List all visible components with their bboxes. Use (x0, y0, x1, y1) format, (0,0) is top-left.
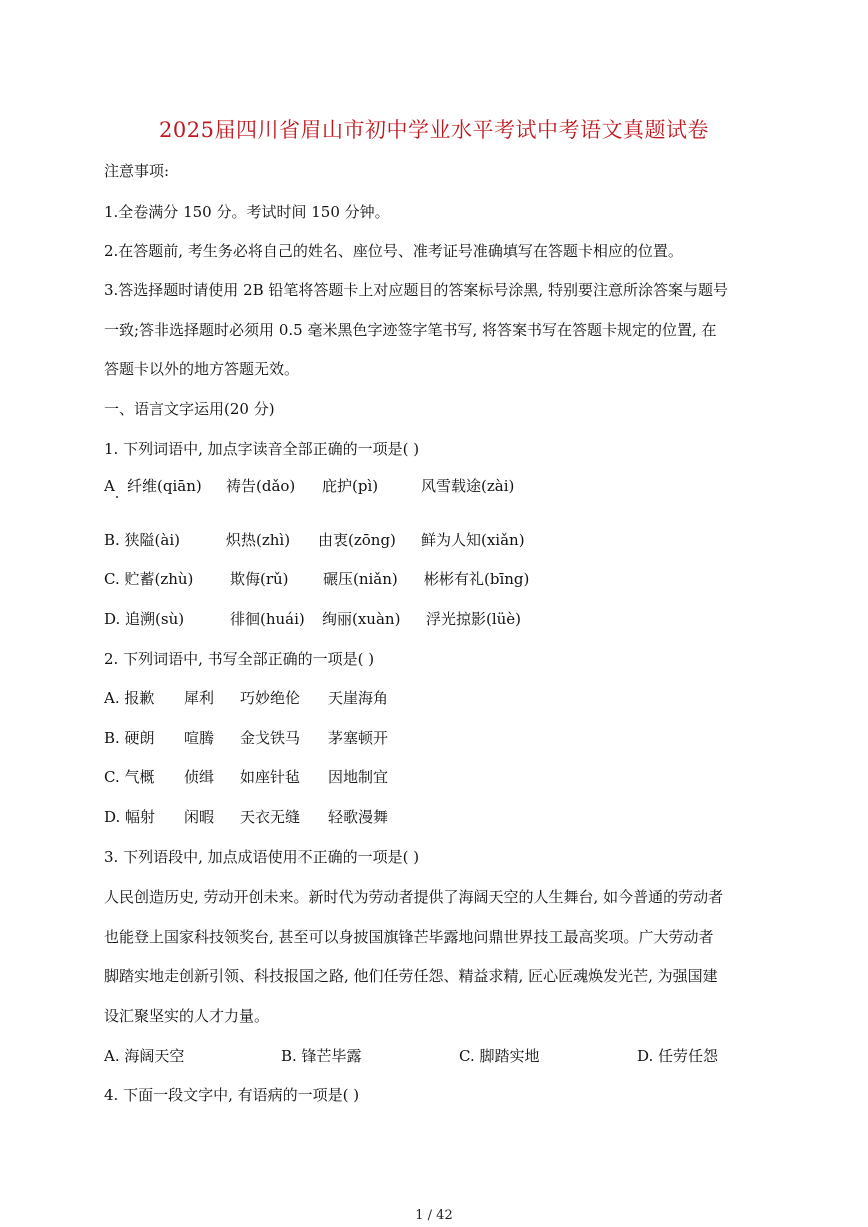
q1-option-b-word3: 由衷(zōng) (318, 531, 396, 549)
q1-option-b-word2: 炽热(zhì) (226, 531, 291, 549)
q3-passage-line-4: 设汇聚坚实的人才力量。 (104, 1007, 270, 1025)
q1-option-c-word3: 碾压(niǎn) (323, 570, 398, 588)
emphasis-dot (116, 496, 118, 498)
notice-item-3: 3.答选择题时请使用 2B 铅笔将答题卡上对应题目的答案标号涂黑, 特别要注意所涂答案与题号 (104, 281, 728, 299)
q1-option-a-word3: 庇护(pì) (322, 477, 379, 495)
q2-option-c-word3: 如座针毡 (240, 768, 301, 786)
q1-option-b-word1: B. 狭隘(ài) (104, 531, 181, 549)
q1-option-b-word4: 鲜为人知(xiǎn) (421, 531, 525, 549)
notice-item-1: 1.全卷满分 150 分。考试时间 150 分钟。 (104, 203, 390, 221)
q2-option-c-word2: 侦缉 (184, 768, 215, 786)
q3-option-d: D. 任劳任怨 (637, 1047, 719, 1065)
q1-option-a-word4: 风雪载途(zài) (421, 477, 515, 495)
q2-option-a-word4: 天崖海角 (328, 689, 389, 707)
q2-option-b-word2: 喧腾 (184, 729, 215, 747)
notice-item-3-end: 答题卡以外的地方答题无效。 (104, 360, 300, 378)
q2-option-b-word4: 茅塞顿开 (328, 729, 389, 747)
q2-option-b-word1: B. 硬朗 (104, 729, 155, 747)
notice-item-3-cont: 一致;答非选择题时必须用 0.5 毫米黑色字迹签字笔书写, 将答案书写在答题卡规定的位置, 在 (104, 321, 717, 339)
q1-option-a-word2: 祷告(dǎo) (226, 477, 296, 495)
q2-option-d-word3: 天衣无缝 (240, 808, 301, 826)
q2-option-d-word1: D. 幅射 (104, 808, 156, 826)
q2-option-d-word4: 轻歌漫舞 (328, 808, 389, 826)
q2-option-a-word3: 巧妙绝伦 (240, 689, 301, 707)
q1-option-d-word2: 徘徊(huái) (230, 610, 305, 628)
q1-option-c-word4: 彬彬有礼(bīng) (424, 570, 530, 588)
q2-option-b-word3: 金戈铁马 (240, 729, 301, 747)
notice-heading: 注意事项: (104, 162, 170, 180)
q1-option-c-word1: C. 贮蓄(zhù) (104, 570, 194, 588)
question-1-stem: 1. 下列词语中, 加点字读音全部正确的一项是( ) (104, 440, 420, 458)
q1-option-d-word3: 绚丽(xuàn) (322, 610, 401, 628)
q3-passage-line-2: 也能登上国家科技领奖台, 甚至可以身披国旗锋芒毕露地问鼎世界技工最高奖项。广大劳动者 (104, 928, 714, 946)
q1-option-d-word4: 浮光掠影(lüè) (426, 610, 522, 628)
question-3-stem: 3. 下列语段中, 加点成语使用不正确的一项是( ) (104, 848, 420, 866)
q2-option-c-word4: 因地制宜 (328, 768, 389, 786)
q2-option-c-word1: C. 气概 (104, 768, 155, 786)
q3-option-a: A. 海阔天空 (104, 1047, 185, 1065)
section-heading: 一、语言文字运用(20 分) (104, 400, 275, 418)
q2-option-a-word1: A. 报歉 (104, 689, 155, 707)
page-title: 2025届四川省眉山市初中学业水平考试中考语文真题试卷 (159, 118, 709, 142)
q1-option-d-word1: D. 追溯(sù) (104, 610, 185, 628)
notice-item-2: 2.在答题前, 考生务必将自己的姓名、座位号、准考证号准确填写在答题卡相应的位置。 (104, 242, 683, 260)
q2-option-d-word2: 闲暇 (184, 808, 215, 826)
question-4-stem: 4. 下面一段文字中, 有语病的一项是( ) (104, 1086, 360, 1104)
q1-option-a-label: A (104, 477, 115, 495)
q3-option-b: B. 锋芒毕露 (281, 1047, 362, 1065)
q3-passage-line-1: 人民创造历史, 劳动开创未来。新时代为劳动者提供了海阔天空的人生舞台, 如今普通的劳动者 (104, 888, 724, 906)
q1-option-c-word2: 欺侮(rǔ) (230, 570, 289, 588)
page-number: 1 / 42 (415, 1208, 453, 1223)
q3-option-c: C. 脚踏实地 (459, 1047, 540, 1065)
q2-option-a-word2: 犀利 (184, 689, 215, 707)
q1-option-a-word1: 纤维(qiān) (127, 477, 202, 495)
question-2-stem: 2. 下列词语中, 书写全部正确的一项是( ) (104, 650, 375, 668)
q3-passage-line-3: 脚踏实地走创新引领、科技报国之路, 他们任劳任怨、精益求精, 匠心匠魂焕发光芒, 为强国建 (104, 967, 718, 985)
